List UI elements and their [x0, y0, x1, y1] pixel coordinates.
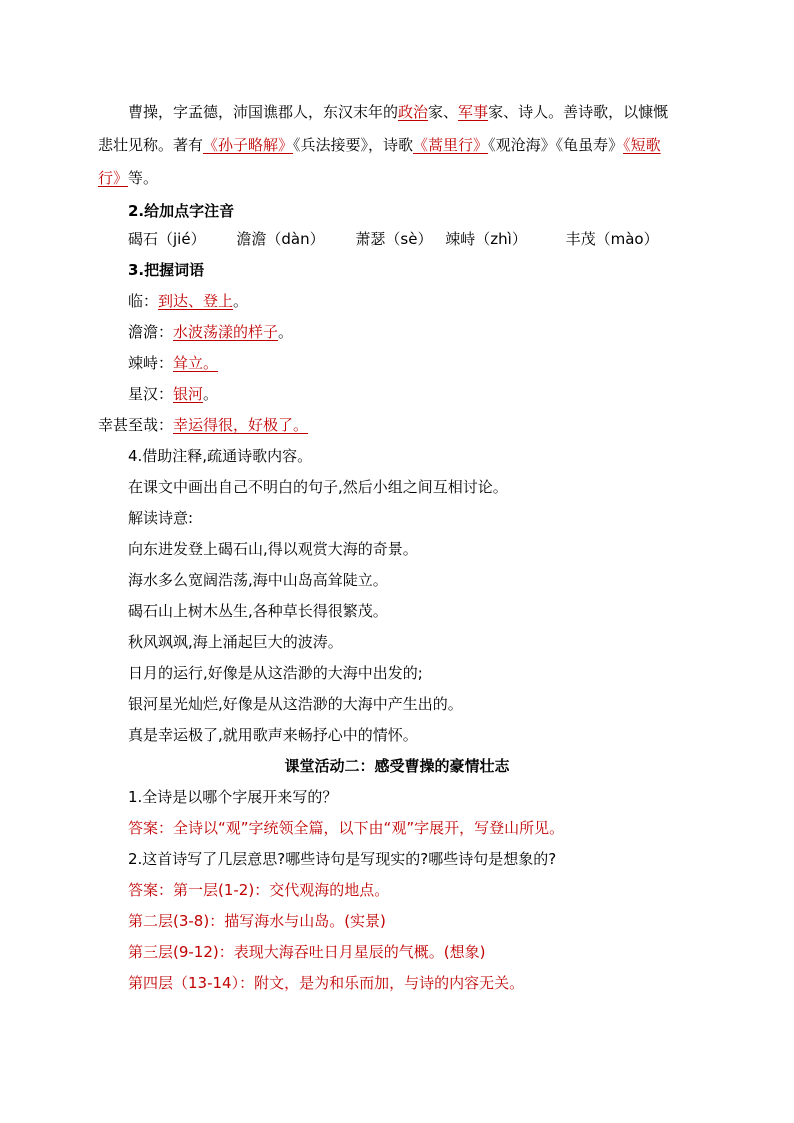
book-duange[interactable]: 《短歌 [623, 136, 661, 154]
term-label: 幸甚至哉： [98, 416, 174, 434]
link-military[interactable]: 军事 [458, 103, 489, 121]
section-3-heading: 3.把握词语 [128, 261, 205, 279]
intro-line-2 [98, 136, 661, 154]
book-duange-cont[interactable]: 行》 [98, 169, 129, 187]
interpretation-line: 秋风飒飒,海上涌起巨大的波涛。 [128, 633, 343, 651]
interpretation-line: 碣石山上树木丛生,各种草长得很繁茂。 [128, 602, 388, 620]
interpretation-label: 解读诗意: [128, 509, 194, 527]
term-definition: 耸立。 [173, 354, 219, 372]
answer-2-line: 第四层（13-14）：附文，是为和乐而加，与诗的内容无关。 [128, 974, 525, 992]
intro-line-3 [98, 169, 158, 187]
pinyin-item: 萧瑟（sè） [355, 230, 433, 248]
intro-text: 《兵法接要》，诗歌 [293, 136, 414, 154]
interpretation-line: 日月的运行,好像是从这浩渺的大海中出发的; [128, 664, 423, 682]
section-2-heading: 2.给加点字注音 [128, 202, 235, 220]
term-row: 澹澹：水波荡漾的样子。 [128, 323, 294, 341]
question-2: 2.这首诗写了几层意思?哪些诗句是写现实的?哪些诗句是想象的? [128, 850, 557, 868]
term-label: 临： [128, 292, 159, 310]
term-row: 星汉：银河。 [128, 385, 219, 403]
section-4-instruction: 在课文中画出自己不明白的句子,然后小组之间互相讨论。 [128, 478, 508, 496]
book-sunzi[interactable]: 《孙子略解》 [203, 136, 294, 154]
intro-text: 曹操，字孟德，沛国谯郡人，东汉末年的 [128, 103, 399, 121]
pinyin-item: 澹澹（dàn） [236, 230, 325, 248]
term-definition: 水波荡漾的样子 [173, 323, 279, 341]
term-row: 临：到达、登上。 [128, 292, 249, 310]
intro-text: 悲壮见称。著有 [98, 136, 204, 154]
question-1: 1.全诗是以哪个字展开来写的？ [128, 788, 338, 806]
answer-2-line: 第二层(3-8)：描写海水与山岛。(实景) [128, 912, 386, 930]
term-row [98, 416, 308, 434]
link-politics[interactable]: 政治 [398, 103, 429, 121]
answer-2-line: 答案：第一层(1-2)：交代观海的地点。 [128, 881, 390, 899]
activity-2-title: 课堂活动二：感受曹操的豪情壮志 [284, 757, 510, 775]
interpretation-line: 银河星光灿烂,好像是从这浩渺的大海中产生出的。 [128, 695, 463, 713]
pinyin-item: 碣石（jié） [128, 230, 206, 248]
term-label: 星汉： [128, 385, 174, 403]
term-definition: 银河 [173, 385, 204, 403]
term-definition: 幸运得很，好极了。 [173, 416, 309, 434]
term-row [128, 354, 218, 372]
term-definition: 到达、登上 [158, 292, 234, 310]
intro-text: 家、诗人。善诗歌，以慷慨 [488, 103, 669, 121]
book-haoli[interactable]: 《蒿里行》 [413, 136, 489, 154]
interpretation-line: 向东进发登上碣石山,得以观赏大海的奇景。 [128, 540, 418, 558]
answer-1: 答案：全诗以“观”字统领全篇，以下由“观”字展开，写登山所见。 [128, 819, 565, 837]
interpretation-line: 真是幸运极了,就用歌声来畅抒心中的情怀。 [128, 726, 418, 744]
intro-text: 家、 [428, 103, 459, 121]
pinyin-item: 竦峙（zhì） [445, 230, 527, 248]
section-4-heading: 4.借助注释,疏通诗歌内容。 [128, 447, 313, 465]
term-label: 澹澹： [128, 323, 174, 341]
pinyin-row [128, 230, 659, 248]
interpretation-line: 海水多么宽阔浩荡,海中山岛高耸陡立。 [128, 571, 388, 589]
intro-text: 等。 [128, 169, 159, 187]
intro-line-1 [128, 103, 668, 121]
intro-text: 《观沧海》《龟虽寿》 [488, 136, 624, 154]
answer-2-line: 第三层(9-12)：表现大海吞吐日月星辰的气概。(想象) [128, 943, 486, 961]
term-label: 竦峙： [128, 354, 174, 372]
pinyin-item: 丰茂（mào） [565, 230, 659, 248]
